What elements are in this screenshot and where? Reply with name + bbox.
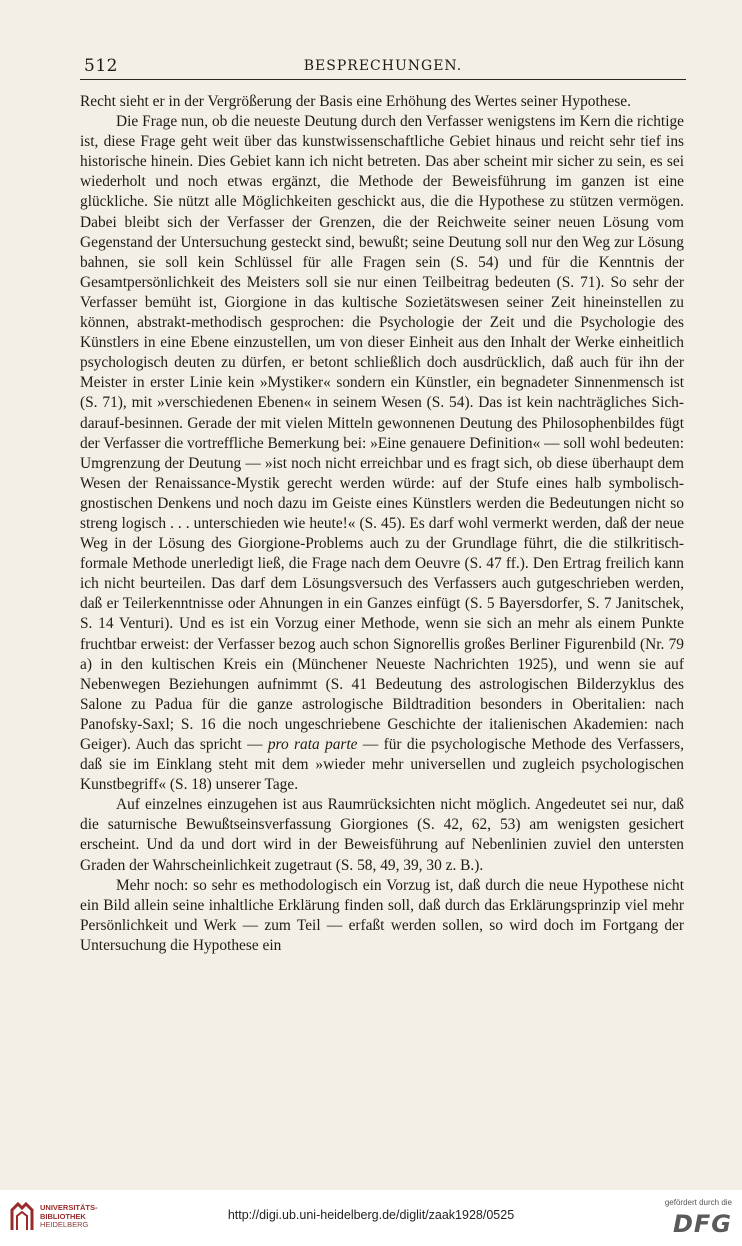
page-number: 512: [84, 56, 118, 76]
source-url-link[interactable]: http://digi.ub.uni-heidelberg.de/diglit/zaak1928/0525: [227, 1208, 515, 1222]
funding-caption: gefördert durch die: [664, 1198, 732, 1207]
paragraph-2-main: Die Frage nun, ob die neueste Deutung durch den Verfasser wenigstens im Kern die richtige ist, diese Frage geht weit über das kunstwissenschaftliche Gebiet hinaus und reicht sehr tief ins historische hinein. Dies Gebiet kann ich nicht betreten. Das aber scheint mir sicher zu sein, es sei wiederholt und noch etwas ergänzt, die Methode der Beweisführung im ganzen ist eine glückliche. Sie nützt alle Möglichkeiten geschickt aus, die die Hypothese zu stützen vermögen. Dabei bleibt sich der Verfasser der Grenzen, die der Reichweite seiner neuen Lösung vom Gegenstand der Untersuchung gesteckt sind, bewußt; seine Deutung soll nur den Weg zur Lösung bahnen, sie soll kein Schlüssel für alle Fragen sein (S. 54) und für die Kenntnis der Gesamtpersönlichkeit des Meisters soll sie nur einen Teilbeitrag bedeuten (S. 71). So sehr der Verfasser bemüht ist, Giorgione in das kultische Sozietätswesen seiner Zeit hineinstellen zu können, abstrakt-methodisch gesprochen: die Psychologie der Zeit und die Psychologie des Künstlers in eine Ebene einzustellen, um von dieser Einheit aus den Inhalt der Werke einheitlich psychologisch deuten zu dürfen, er betont schließlich doch ausdrücklich, daß auch für ihn der Meister in erster Linie kein »Mystiker« sondern ein Künstler, ein begnadeter Sinnenmensch ist (S. 71), mit »verschiedenen Ebenen« in seinem Wesen (S. 54). Das ist kein nachträgliches Sich-darauf-besinnen. Gerade der mit vielen Mitteln gewonnenen Deutung des Philosophenbildes fügt der Verfasser die vortreffliche Bemerkung bei: »Eine genauere Definition« — soll wohl bedeuten: Umgrenzung der Deutung — »ist noch nicht erreichbar und es fragt sich, ob diese überhaupt dem Wesen der Renaissance-Mystik gerecht werden würde: auf der Stufe eines halb symbolisch-gnostischen Denkens und noch dazu im Geiste eines Künstlers werden die Bedeutungen nicht so streng logisch . . . unterschieden wie heute!« (S. 45). Es darf wohl vermerkt werden, daß der neue Weg in der Lösung des Giorgione-Problems auch zu der Grundlage führt, die die stilkritisch-formale Methode unerledigt ließ, die Frage nach dem Oeuvre (S. 47 ff.). Den Ertrag freilich kann ich nicht beurteilen. Das darf dem Lösungsversuch des Verfassers auch gutgeschrieben werden, daß er Teilerkenntnisse oder Ahnungen in ein Ganzes einfügt (S. 5 Bayersdorfer, S. 7 Janitschek, S. 14 Venturi). Und es ist ein Vorzug einer Methode, wenn sie sich an mehr als einem Punkte fruchtbar erweist: der Verfasser bezog auch schon Signorellis großes Berliner Figurenbild (Nr. 79 a) in den kultischen Kreis ein (Münchener Neueste Nachrichten 1925), und wenn sie auf Nebenwegen Beziehungen aufnimmt (S. 41 Bedeutung des astrologischen Bilderzyklus des Salone zu Padua für die ganze astrologische Bildtradition besonders in Oberitalien: nach Panofsky-Saxl; S. 16 die noch ungeschriebene Geschichte der italienischen Akademien: nach Geiger). Auch das spricht —: [80, 113, 684, 753]
paragraph-1: Recht sieht er in der Vergrößerung der Basis eine Erhöhung des Wertes seiner Hypothese.: [80, 93, 631, 110]
paragraph-2-end: — für die psychologische Methode des Verfassers, daß sie im Einklang steht mit dem »wieder mehr universellen und zugleich psychologischen Kunstbegriff« (S. 18) unserer Tage.: [80, 736, 684, 794]
digitization-footer: [0, 1190, 742, 1246]
italic-phrase: pro rata parte: [267, 736, 358, 753]
header-rule: [80, 79, 686, 80]
page-header: [80, 56, 686, 80]
dfg-logo: DFG: [672, 1210, 732, 1238]
paragraph-3: Auf einzelnes einzugehen ist aus Raumrücksichten nicht möglich. Angedeutet sei nur, daß die saturnische Bewußtseinsverfassung Giorgiones (S. 42, 62, 53) am wenigsten gesichert erscheint. Und da und dort wird in der Beweisführung auf Nebenlinien zuviel den untersten Graden der Wahrscheinlichkeit zugetraut (S. 58, 49, 39, 30 z. B.).: [80, 796, 684, 874]
library-name-line3: HEIDELBERG: [40, 1220, 89, 1229]
review-body-text: [80, 92, 684, 956]
running-head: BESPRECHUNGEN.: [303, 58, 463, 74]
paragraph-4: Mehr noch: so sehr es methodologisch ein Vorzug ist, daß durch die neue Hypothese nicht ein Bild allein seine inhaltliche Erklärung finden soll, daß durch das Erklärungsprinzip viel mehr Persönlichkeit und Werk — zum Teil — erfaßt werden sollen, so wird doch im Fortgang der Untersuchung die Hypothese ein: [80, 876, 684, 954]
library-name-line2: BIBLIOTHEK: [40, 1211, 86, 1221]
library-name-line1: UNIVERSITÄTS-: [40, 1203, 98, 1212]
paragraph-2: [80, 112, 684, 795]
